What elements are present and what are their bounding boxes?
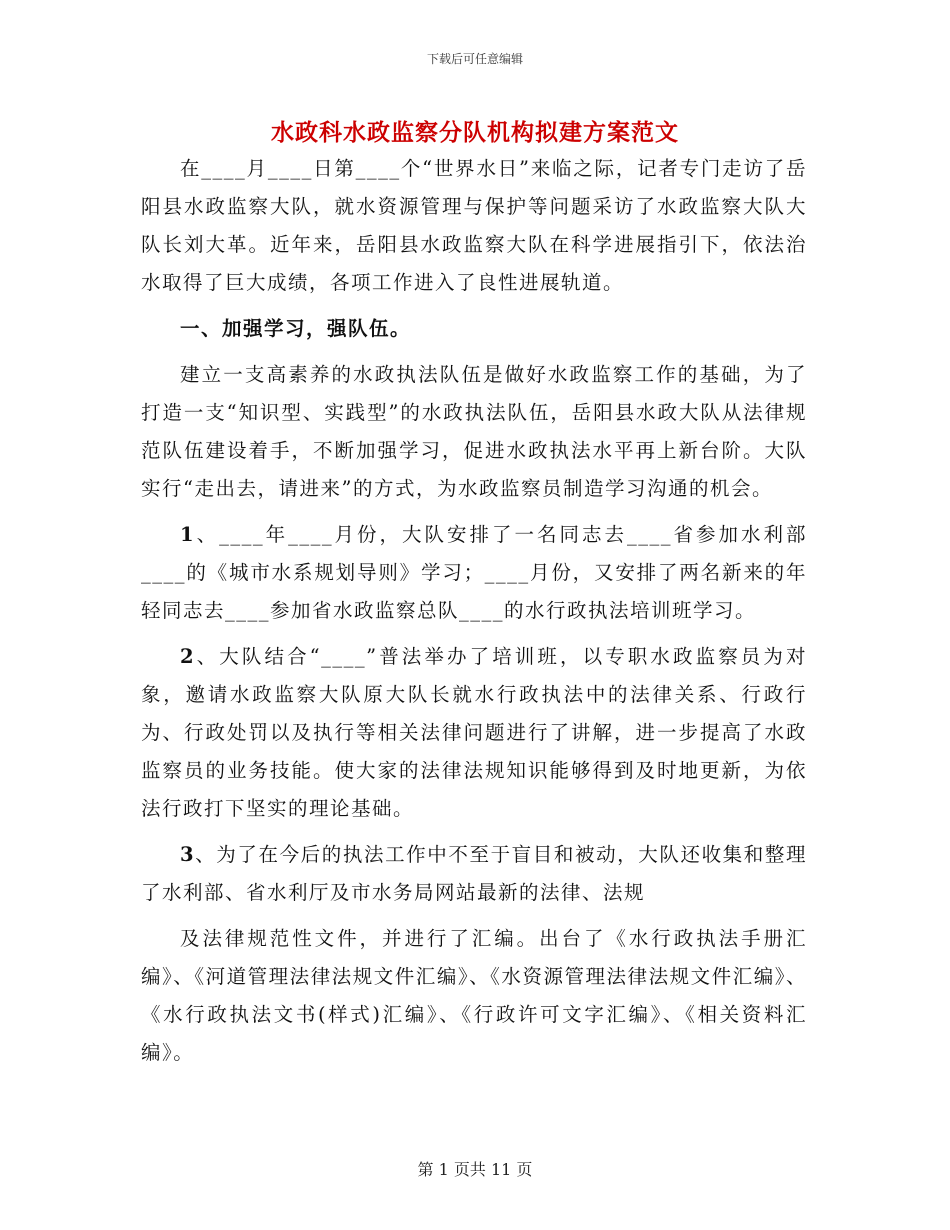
paragraph-item-2 xyxy=(141,638,807,828)
paragraph-section-1: 建立一支高素养的水政执法队伍是做好水政监察工作的基础，为了打造一支“知识型、实践型”的水政执法队伍，岳阳县水政大队从法律规范队伍建设着手，不断加强学习，促进水政执法水平再上新台阶。大队实行“走出去，请进来”的方式，为水政监察员制造学习沟通的机会。 xyxy=(141,363,807,500)
page-footer: 第 1 页共 11 页 xyxy=(417,1160,533,1179)
item-text-2: 、大队结合“____”普法举办了培训班，以专职水政监察员为对象，邀请水政监察大队原大队长就水行政执法中的法律关系、行政行为、行政处罚以及执行等相关法律问题进行了讲解，进一步提高了水政监察员的业务技能。使大家的法律法规知识能够得到及时地更新，为依法行政打下坚实的理论基础。 xyxy=(141,645,807,820)
paragraph-item-1 xyxy=(141,516,807,630)
page-header: 下载后可任意编辑 xyxy=(426,52,523,66)
paragraph-item-3 xyxy=(141,836,807,912)
item-text-1: 、____年____月份，大队安排了一名同志去____省参加水利部____的《城市水系规划导则》学习；____月份，又安排了两名新来的年轻同志去____参加省水政监察总队____的水行政执法培训班学习。 xyxy=(141,523,807,622)
paragraph-continuation: 及法律规范性文件，并进行了汇编。出台了《水行政执法手册汇编》、《河道管理法律法规文件汇编》、《水资源管理法律法规文件汇编》、《水行政执法文书(样式)汇编》、《行政许可文字汇编》、《相关资料汇编》。 xyxy=(141,927,807,1064)
paragraph-intro: 在____月____日第____个“世界水日”来临之际，记者专门走访了岳阳县水政监察大队，就水资源管理与保护等问题采访了水政监察大队大队长刘大革。近年来，岳阳县水政监察大队在科学进展指引下，依法治水取得了巨大成绩，各项工作进入了良性进展轨道。 xyxy=(141,157,807,294)
document-body xyxy=(141,150,807,1072)
item-number-1: 1 xyxy=(180,523,196,546)
item-number-3: 3 xyxy=(180,843,196,866)
item-number-2: 2 xyxy=(180,645,196,668)
document-title: 水政科水政监察分队机构拟建方案范文 xyxy=(271,119,679,146)
item-text-3: 、为了在今后的执法工作中不至于盲目和被动，大队还收集和整理了水利部、省水利厅及市水务局网站最新的法律、法规 xyxy=(141,843,807,904)
section-heading-1: 一、加强学习，强队伍。 xyxy=(180,317,412,340)
